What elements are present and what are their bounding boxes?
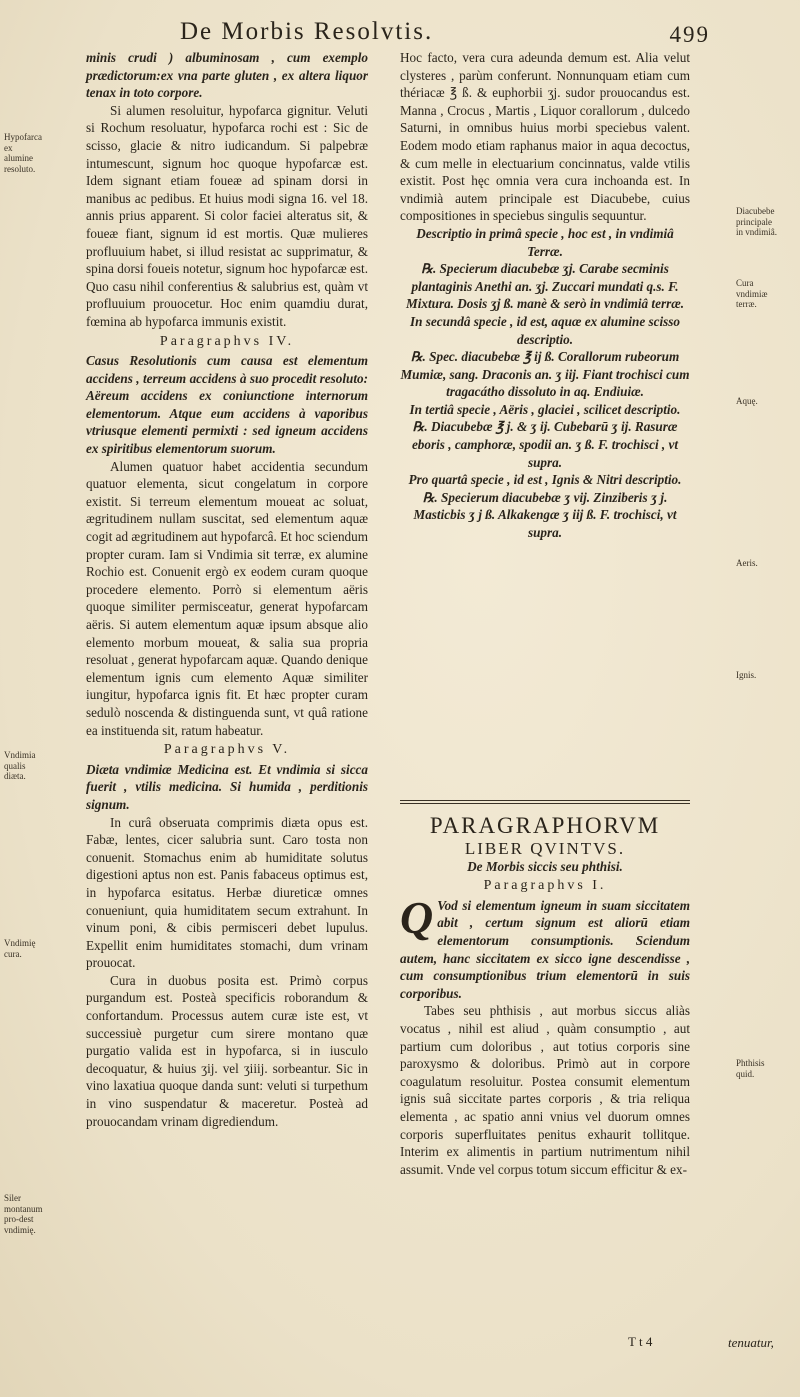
right-column	[400, 49, 690, 542]
left-column	[86, 49, 368, 1130]
section-heading: Paragraphvs V.	[163, 742, 291, 758]
paragraph	[400, 891, 690, 1003]
paragraph: Diæta vndimiæ Medicina est. Et vndimia si sicca fuerit , vtilis medicina. Si humida , perditionis signum.	[86, 761, 368, 812]
margin-note: Cura vndimiæ terræ.	[736, 278, 768, 309]
margin-note: Aquę.	[736, 396, 758, 406]
paragraph: In curâ obseruata comprimis diæta opus est. Fabæ, lentes, cicer salubria sunt. Caro tosta non conuenit. Stomachus enim ab humiditate solutus digestioni aptus non est. Panis fabaceus optimus est, in hypofarca esitatus. Herbæ diureticæ omnes conueniunt, quia humiditatem secum extrahunt. In vinum poni, & cibis permisceri debet lupulus. Expellit enim humiditates stomachi, dum vrinam prouocat.	[86, 814, 368, 971]
paragraph: minis crudi ) albuminosam , cum exemplo prædictorum:ex vna parte gluten , ex altera liquor tenax in toto corpore.	[86, 50, 368, 101]
margin-note: Aeris.	[736, 558, 758, 568]
recipe-heading: Pro quartâ specie , id est , Ignis & Nitri descriptio.	[408, 472, 682, 488]
divider-rule	[400, 800, 690, 801]
catchword: tenuatur,	[728, 1335, 774, 1350]
recipe-heading: Descriptio in primâ specie , hoc est , in vndimiâ Terræ.	[416, 225, 674, 259]
book-five-section	[400, 812, 690, 1178]
signature-mark: T t 4	[628, 1334, 653, 1349]
margin-note: Phthisis quid.	[736, 1058, 765, 1079]
divider-rule	[400, 803, 690, 804]
chapter-title: De Morbis siccis seu phthisi.	[467, 858, 623, 874]
recipe: ℞. Diacubebæ ℥ j. & ʒ ij. Cubebarū ʒ ij. Rasuræ eboris , camphoræ, spodii an. ʒ ß. F. trochisci , vt supra.	[411, 419, 679, 470]
margin-note: Ignis.	[736, 670, 757, 680]
section-heading: Paragraphvs IV.	[159, 333, 295, 349]
page-number: 499	[669, 22, 710, 47]
paragraph: Alumen quatuor habet accidentia secundum quatuor elementa, sicut congelatum in corpore existit. Si terreum elementum moueat ac soluat, ægritudinem nullam suscitat, sed elementum aquæ cogit ad ægritudinem aut hypofarcâ. Et hoc sciendum propter curam. Iam si Vndimia sit terræ, ex alumine Rochio est. Conuenit ergò ex eodem curam quoque procedere elemento. Porrò si elementum aëris quoque similiter permisceatur, generat hypofarcam aëris. Si autem elementum aquæ ipsum absque alio elemento morbum moueat, & salia sua propria resoluat , generat hypofarcam aquæ. Quando denique elementum ignis cum elemento Aquæ similiter iungitur, hypofarca ignis fit. Et hæc propter curam sedulò noscenda & distinguenda sunt, vt quâ ratione ea instituenda sit, ratum habeatur.	[86, 458, 368, 738]
paragraph: Si alumen resoluitur, hypofarca gignitur. Veluti si Rochum resoluatur, hypofarca rochi est : Sic de scisso, glacie & nitro iudicandum. Si palpebræ intumescunt, signum hoc quoque hypofarcæ est. Idem signant etiam foueæ ad spinam dorsi in manibus ac pedibus. Et huius modi signa 16. vel 18. annis prius apparent. Si color faciei alteratus sit, & foueæ fiant, signum id est mortis. Quæ mulieres profluuium habet, si illud resistat ac supprimatur, & spina dorsi foueis notetur, signum hoc hypofarcæ est. Quo casu nihil conferentius & salubrius est, quàm vt profluuium prouocetur. Hoc enim quamdiu durat, fœmina ab hypofarca immunis existit.	[86, 102, 368, 329]
paragraph: Hoc facto, vera cura adeunda demum est. Alia velut clysteres , parùm conferunt. Nonnunquam etiam cum thériacæ ℥ ß. & euphorbii ʒj. sudor prouocandus est. Manna , Crocus , Martis , Liquor corallorum , dulcedo Saturni, in omnibus huius morbi speciebus valent. Eodem modo etiam raphanus maior in aqua decoctus, & cum melle in electuarium concinnatus, valde vtilis existit. Post hęc omnia vera cura inchoanda est. In vndimià autem principale est Diacubebe, cuius compositiones in speciebus singulis sequuntur.	[400, 50, 690, 224]
paragraph: Tabes seu phthisis , aut morbus siccus aliàs vocatus , nihil est aliud , quàm consumptio , aut partium cum doloribus , aut totius corporis sine paroxysmo & doloribus. Primò aut in corpore coagulatum resoluitur. Postea consumit elementum ignis suâ siccitate partes corporis , & tria reliqua elementa , ac spatio anni vnius vel duorum omnes corporis superfluitates penitus exhaurit tollitque. Interim ex alimentis in partium nutrimentum nihil assumit. Vnde vel corpus totum siccum efficitur & ex-	[400, 1003, 690, 1177]
margin-note: Hypofarca ex alumine resoluto.	[4, 132, 42, 174]
paragraph-text: Vod si elementum igneum in suam siccitatem abit , certum signum est aliorū etiam elementorum consumptionis. Sciendum autem, hanc siccitatem ex sicco igne descendisse , cum consumptionibus trium elementorū in suis corporibus.	[400, 897, 690, 1001]
running-header	[150, 18, 710, 48]
recipe-heading: In secundâ specie , id est, aquæ ex alumine scisso descriptio.	[410, 313, 680, 347]
recipe: ℞. Specierum diacubebæ ʒj. Carabe secminis plantaginis Anethi an. ʒj. Zuccari mundati q.s. F. Mixtura. Dosis ʒj ß. manè & serò in vndimiâ terræ.	[405, 261, 685, 312]
recipe: ℞. Specierum diacubebæ ʒ vij. Zinziberis ʒ j. Masticbis ʒ j ß. Alkakengæ ʒ iij ß. F. trochisci, vt supra.	[413, 489, 677, 541]
running-title: De Morbis Resolvtis.	[180, 18, 434, 45]
book-title: PARAGRAPHORVM	[429, 813, 661, 838]
margin-note: Vndimię cura.	[4, 938, 36, 959]
decorated-initial: Q	[400, 891, 434, 943]
section-heading: Paragraphvs I.	[483, 878, 607, 894]
paragraph: Cura in duobus posita est. Primò corpus purgandum est. Posteà specificis roborandum & confortandum. Processus autem curæ iste est, vt successiuè purgetur cum sirere montano quæ purgatio valida est in hypofarca, si in iusculo decoquatur, & huius ʒij. vel ʒiiij. sorbeantur. Sic in vino laxatiua quoque danda sunt: veluti si turpethum in vino suspendatur & maceretur. Posteà ad prouocandam vrinam digrediendum.	[86, 972, 368, 1129]
paragraph: Casus Resolutionis cum causa est elementum accidens , terreum accidens à suo procedit resoluto: Aëreum accidens ex coniunctione internorum elementorum. Atque eum accidens à vaporibus vtriusque elementi permixti : sed igneum accidens ex spiritibus elementorum suorum.	[86, 353, 368, 457]
recipe-heading: In tertiâ specie , Aëris , glaciei , scilicet descriptio.	[409, 401, 681, 417]
margin-note: Siler montanum pro-dest vndimię.	[4, 1193, 43, 1235]
margin-note: Diacubebe principale in vndimiâ.	[736, 206, 777, 237]
book-subtitle: LIBER QVINTVS.	[464, 839, 626, 858]
recipe: ℞. Spec. diacubebæ ℥ ij ß. Corallorum rubeorum Mumiæ, sang. Draconis an. ʒ iij. Fiant trochisci cum tragacátho dissoluto in aq. Endiuiæ.	[400, 349, 690, 400]
margin-note: Vndimia qualis diæta.	[4, 750, 36, 781]
